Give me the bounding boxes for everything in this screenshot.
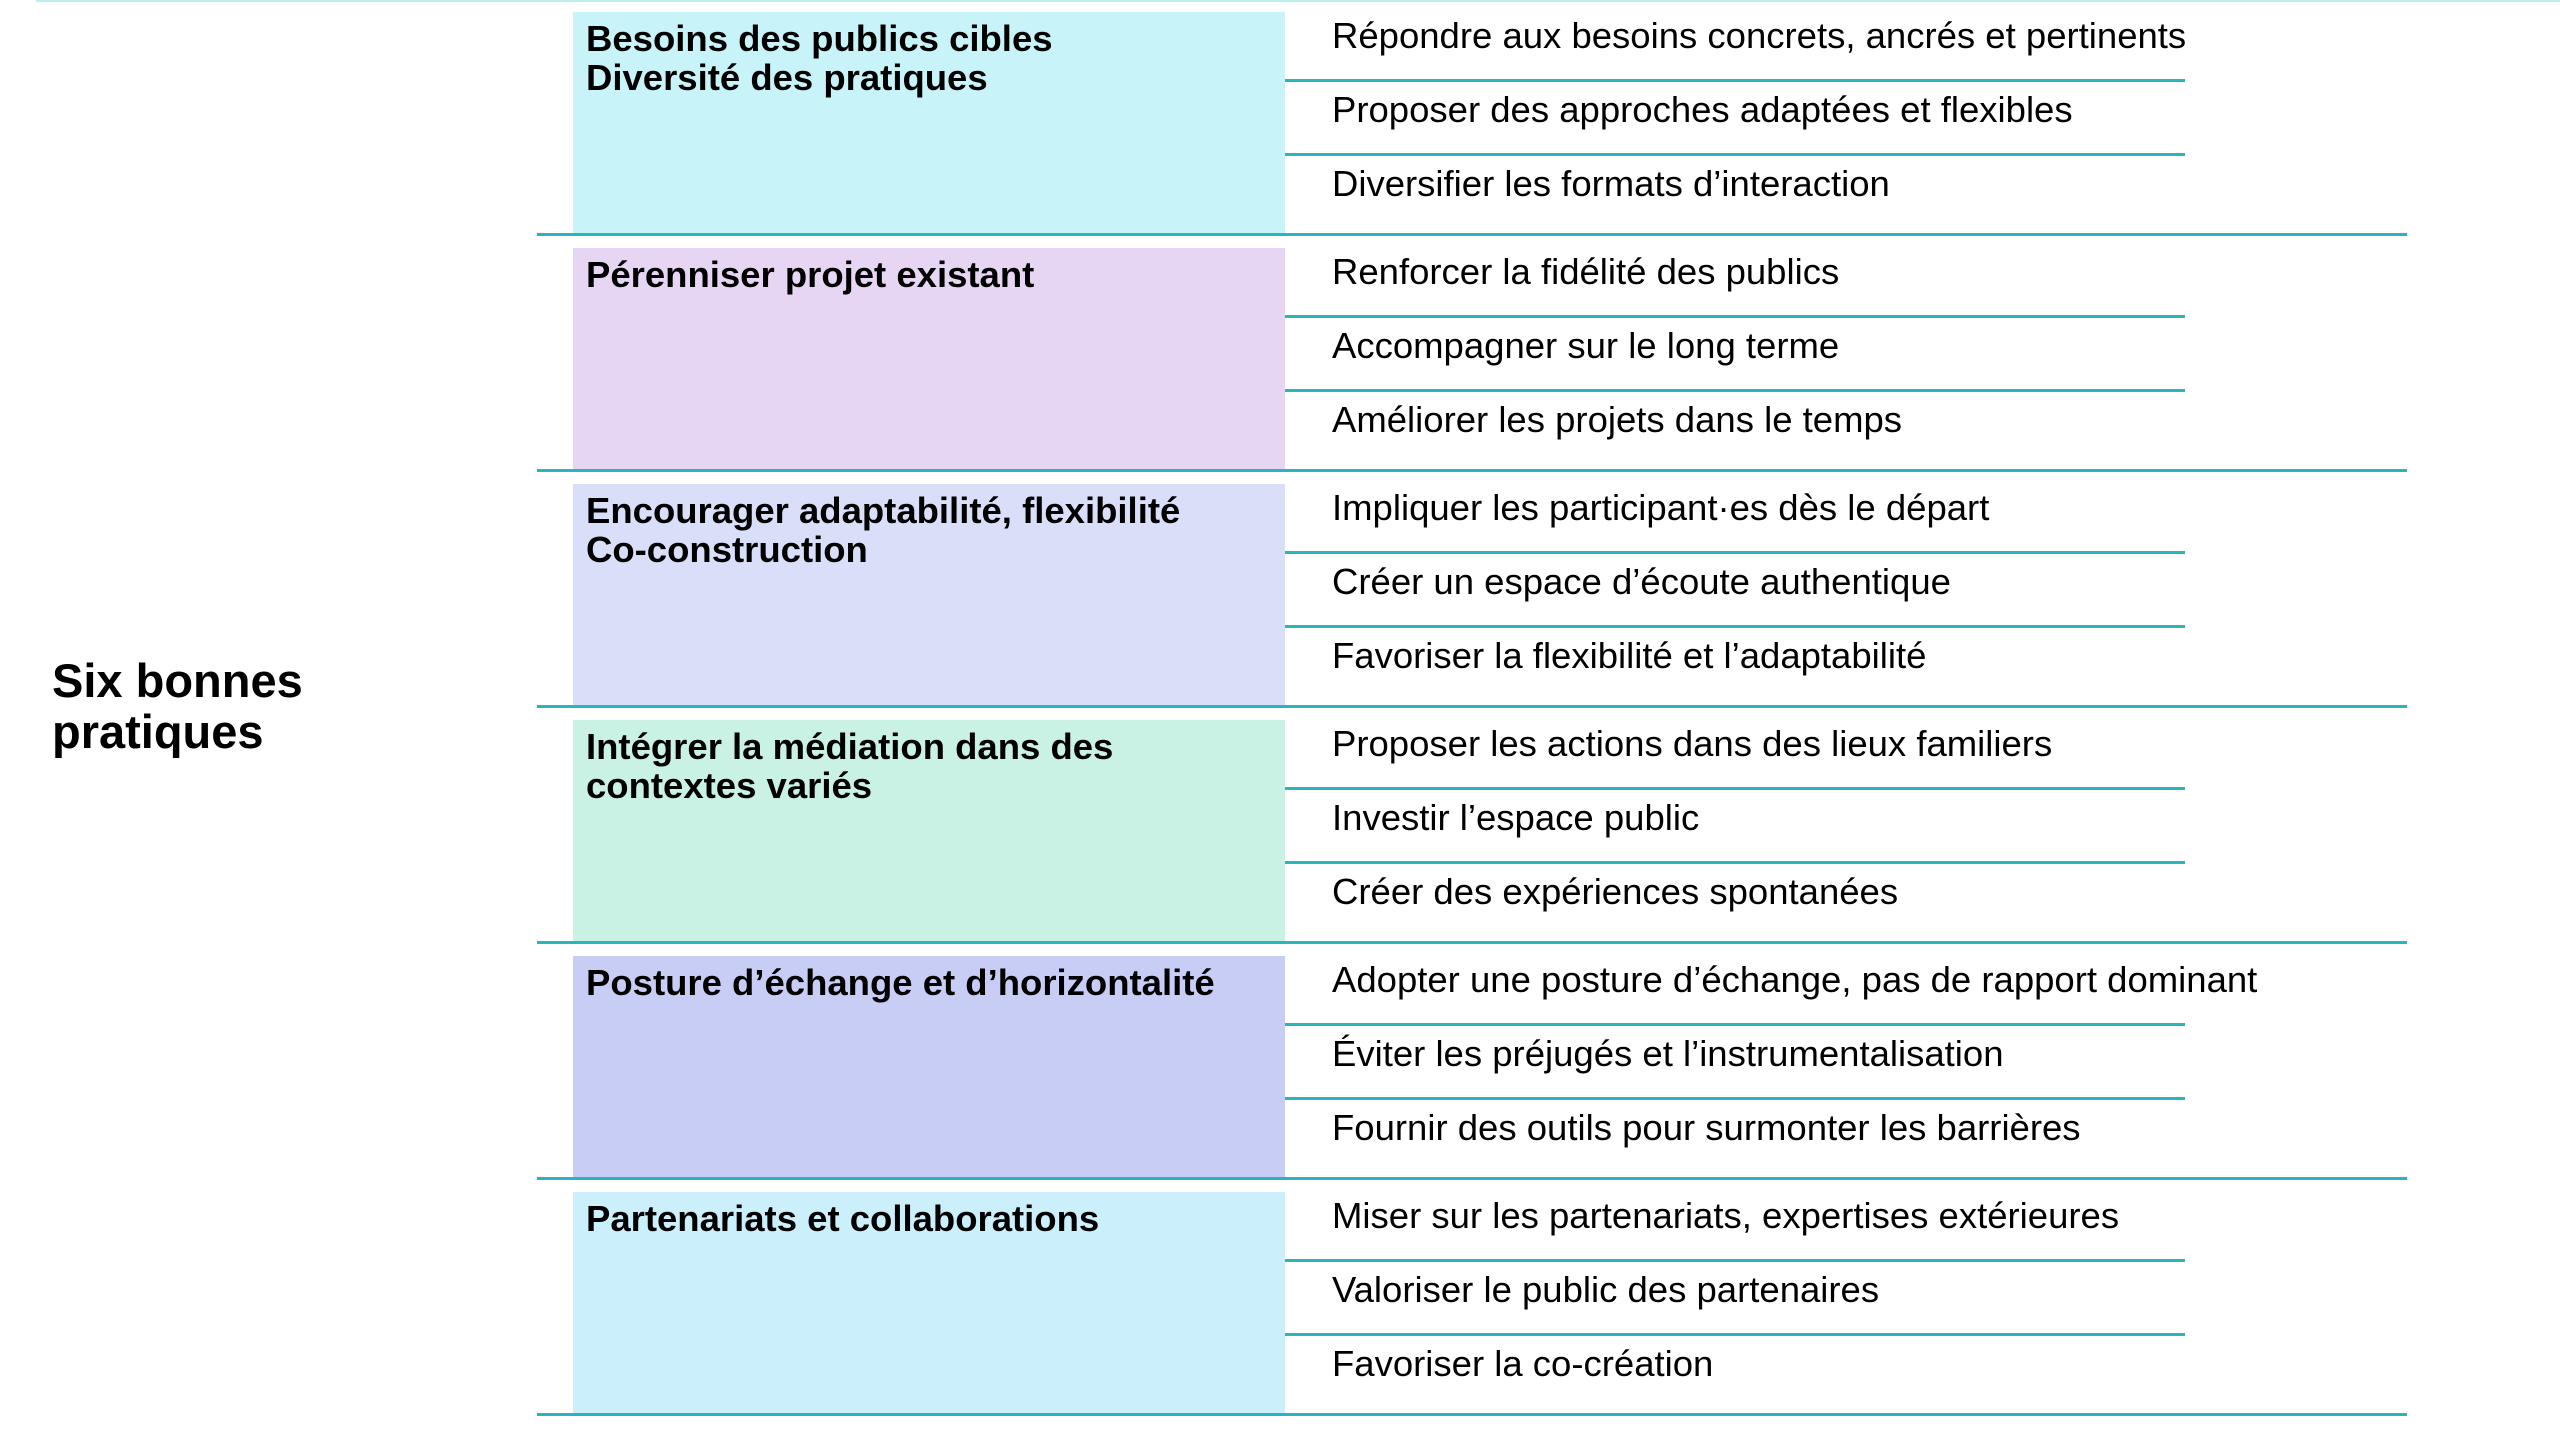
category-box: Intégrer la médiation dans des contextes variés xyxy=(573,720,1285,941)
practice-item xyxy=(1285,864,2407,938)
practice-group xyxy=(537,236,2407,472)
practice-item-text: Adopter une posture d’échange, pas de rapport dominant xyxy=(1332,959,2258,1000)
category-box: Besoins des publics cibles Diversité des pratiques xyxy=(573,12,1285,233)
category-box: Posture d’échange et d’horizontalité xyxy=(573,956,1285,1177)
practice-item xyxy=(1285,480,2407,554)
practice-item xyxy=(1285,628,2407,702)
practice-item-text: Favoriser la flexibilité et l’adaptabilité xyxy=(1332,635,1927,676)
practice-item-text: Renforcer la fidélité des publics xyxy=(1332,251,1840,292)
practice-group xyxy=(537,0,2407,236)
practice-item-text: Favoriser la co-création xyxy=(1332,1343,1714,1384)
practice-item-text: Fournir des outils pour surmonter les barrières xyxy=(1332,1107,2081,1148)
practice-item xyxy=(1285,1100,2407,1174)
practice-group xyxy=(537,944,2407,1180)
practice-item xyxy=(1285,244,2407,318)
practice-item-text: Créer des expériences spontanées xyxy=(1332,871,1899,912)
practice-item xyxy=(1285,82,2407,156)
practice-item-text: Investir l’espace public xyxy=(1332,797,1700,838)
category-box: Encourager adaptabilité, flexibilité Co-construction xyxy=(573,484,1285,705)
practice-item-text: Améliorer les projets dans le temps xyxy=(1332,399,1903,440)
diagram-title: Six bonnes pratiques xyxy=(52,654,303,758)
practice-item xyxy=(1285,156,2407,230)
practice-item xyxy=(1285,1188,2407,1262)
practice-item-text: Proposer les actions dans des lieux familiers xyxy=(1332,723,2053,764)
practice-item xyxy=(1285,8,2407,82)
category-box: Pérenniser projet existant xyxy=(573,248,1285,469)
practice-item xyxy=(1285,1026,2407,1100)
practice-group xyxy=(537,1180,2407,1416)
practice-item-text: Diversifier les formats d’interaction xyxy=(1332,163,1890,204)
practice-item-text: Répondre aux besoins concrets, ancrés et pertinents xyxy=(1332,15,2187,56)
practice-group xyxy=(537,472,2407,708)
practice-item xyxy=(1285,1262,2407,1336)
category-box: Partenariats et collaborations xyxy=(573,1192,1285,1413)
practice-group xyxy=(537,708,2407,944)
practice-item xyxy=(1285,716,2407,790)
group-divider xyxy=(537,1413,2407,1416)
practice-item xyxy=(1285,790,2407,864)
practice-item-text: Miser sur les partenariats, expertises extérieures xyxy=(1332,1195,2120,1236)
practice-item-text: Éviter les préjugés et l’instrumentalisation xyxy=(1332,1033,2004,1074)
practice-item xyxy=(1285,318,2407,392)
practice-item-text: Proposer des approches adaptées et flexibles xyxy=(1332,89,2073,130)
practice-item-text: Créer un espace d’écoute authentique xyxy=(1332,561,1951,602)
practice-item xyxy=(1285,952,2407,1026)
practice-item xyxy=(1285,392,2407,466)
practice-item-text: Valoriser le public des partenaires xyxy=(1332,1269,1880,1310)
practice-item xyxy=(1285,1336,2407,1410)
practice-item xyxy=(1285,554,2407,628)
practice-item-text: Accompagner sur le long terme xyxy=(1332,325,1840,366)
practice-item-text: Impliquer les participant·es dès le départ xyxy=(1332,487,1990,528)
